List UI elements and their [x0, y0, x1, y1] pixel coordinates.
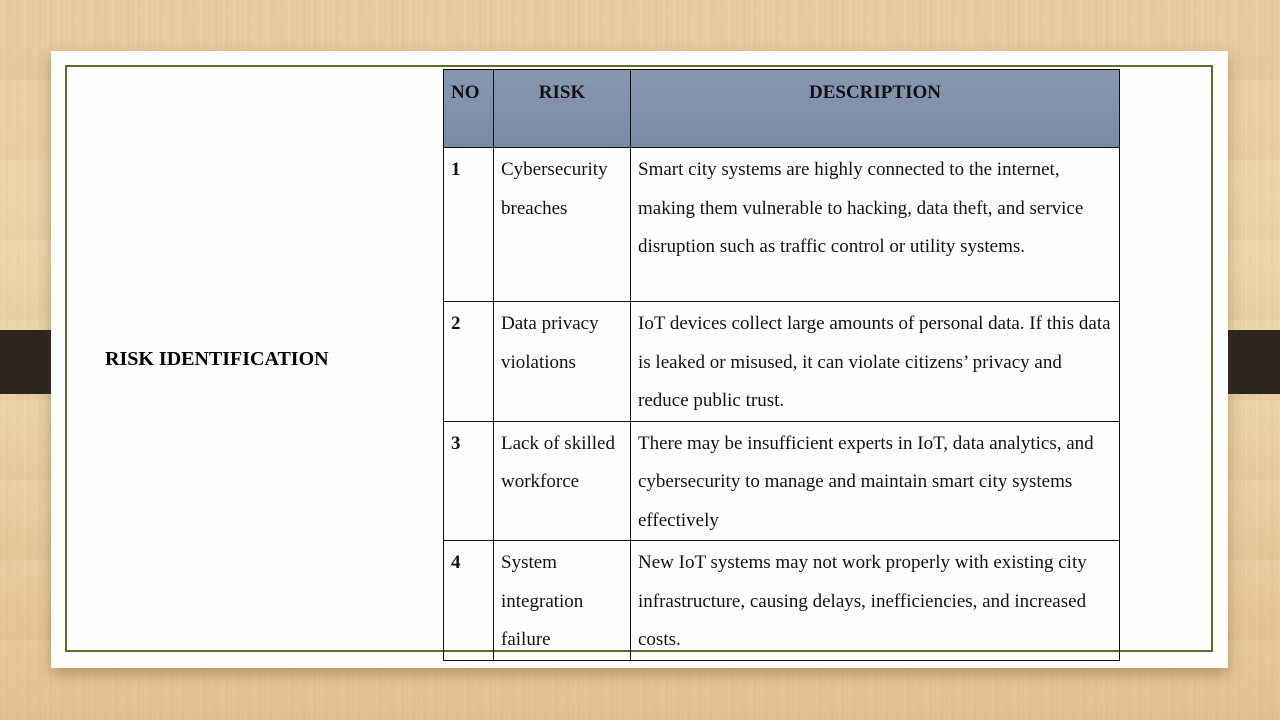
row-risk: Lack of skilled workforce: [494, 421, 631, 541]
row-number: 1: [444, 148, 494, 302]
risk-table: [443, 69, 1120, 661]
row-description: New IoT systems may not work properly with existing city infrastructure, causing delays, inefficiencies, and increased costs.: [631, 541, 1120, 661]
table-row: [444, 541, 1120, 661]
row-risk: Data privacy violations: [494, 302, 631, 422]
row-number: 4: [444, 541, 494, 661]
header-description: DESCRIPTION: [631, 70, 1120, 148]
table-row: [444, 302, 1120, 422]
table-header-row: [444, 70, 1120, 148]
table-row: [444, 148, 1120, 302]
header-risk: RISK: [494, 70, 631, 148]
row-description: There may be insufficient experts in IoT, data analytics, and cybersecurity to manage and maintain smart city systems effectively: [631, 421, 1120, 541]
row-risk: Cybersecurity breaches: [494, 148, 631, 302]
row-number: 3: [444, 421, 494, 541]
row-risk: System integration failure: [494, 541, 631, 661]
header-no: NO: [444, 70, 494, 148]
row-number: 2: [444, 302, 494, 422]
table-row: [444, 421, 1120, 541]
row-description: Smart city systems are highly connected to the internet, making them vulnerable to hacking, data theft, and service disruption such as traffic control or utility systems.: [631, 148, 1120, 302]
row-description: IoT devices collect large amounts of personal data. If this data is leaked or misused, it can violate citizens’ privacy and reduce public trust.: [631, 302, 1120, 422]
slide-title: RISK IDENTIFICATION: [105, 348, 329, 370]
